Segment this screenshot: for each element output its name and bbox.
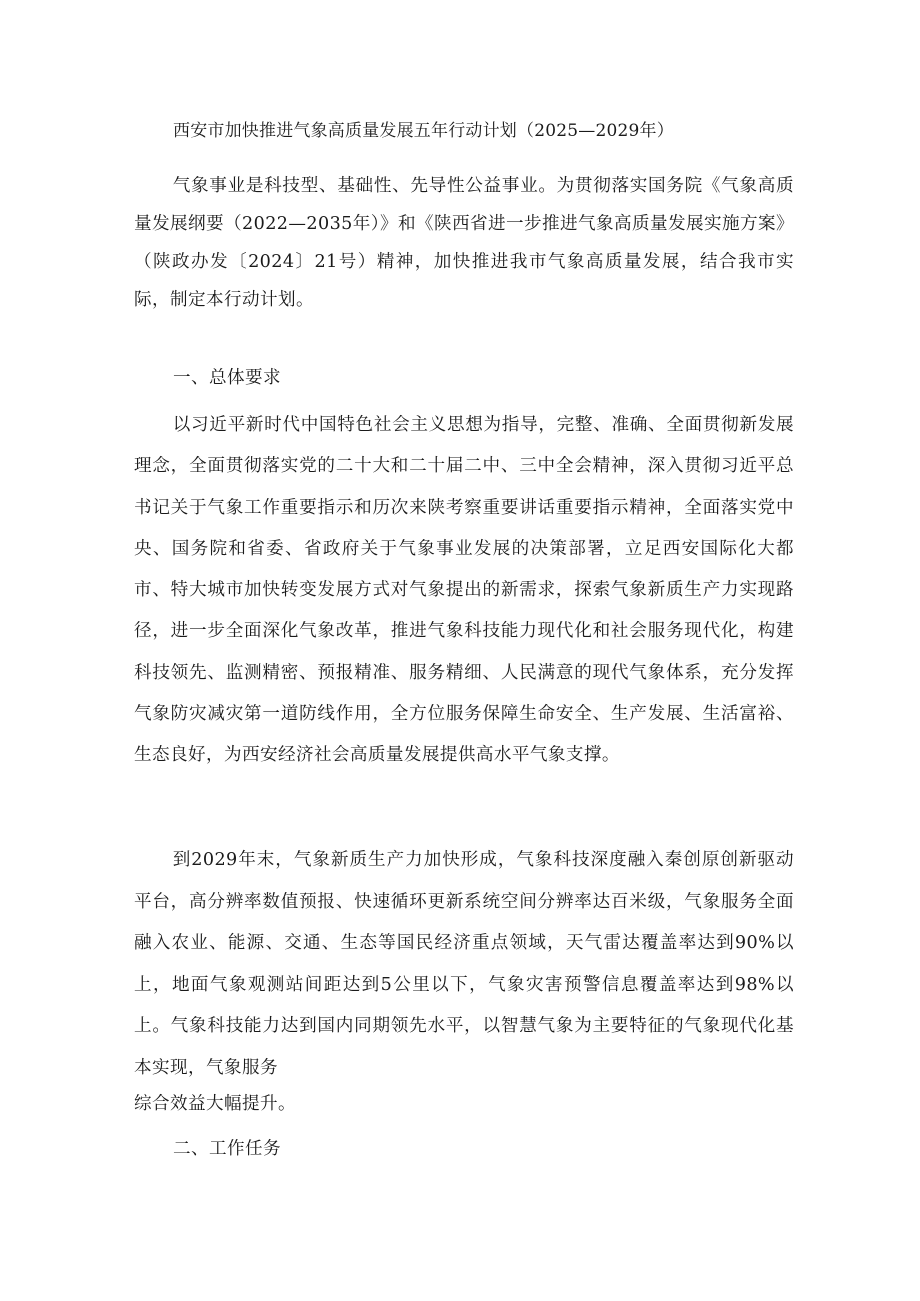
goals-paragraph: 到2029年末，气象新质生产力加快形成，气象科技深度融入秦创原创新驱动平台，高分辨率数值预报、快速循环更新系统空间分辨率达百米级，气象服务全面融入农业、能源、交通、生态等国民经济重点领域，天气雷达覆盖率达到90%以上，地面气象观测站间距达到5公里以下，气象灾害预警信息覆盖率达到98%以上。气象科技能力达到国内同期领先水平，以智慧气象为主要特征的气象现代化基本实现，气象服务 <box>134 850 794 1078</box>
goals-paragraph-continuation: 综合效益大幅提升。 <box>134 1094 296 1114</box>
document-title: 西安市加快推进气象高质量发展五年行动计划（2025—2029年） <box>173 121 674 141</box>
guiding-principles-paragraph: 以习近平新时代中国特色社会主义思想为指导，完整、准确、全面贯彻新发展理念，全面贯彻落实党的二十大和二十届二中、三中全会精神，深入贯彻习近平总书记关于气象工作重要指示和历次来陕考察重要讲话重要指示精神，全面落实党中央、国务院和省委、省政府关于气象事业发展的决策部署，立足西安国际化大都市、特大城市加快转变发展方式对气象提出的新需求，探索气象新质生产力实现路径，进一步全面深化气象改革，推进气象科技能力现代化和社会服务现代化，构建科技领先、监测精密、预报精准、服务精细、人民满意的现代气象体系，充分发挥气象防灾减灾第一道防线作用，全方位服务保障生命安全、生产发展、生活富裕、生态良好，为西安经济社会高质量发展提供高水平气象支撑。 <box>134 415 794 766</box>
section-heading-work-tasks: 二、工作任务 <box>173 1139 281 1159</box>
section-heading-general-requirements: 一、总体要求 <box>173 368 281 388</box>
intro-paragraph: 气象事业是科技型、基础性、先导性公益事业。为贯彻落实国务院《气象高质量发展纲要（2022—2035年）》和《陕西省进一步推进气象高质量发展实施方案》（陕政办发〔2024〕21号）精神，加快推进我市气象高质量发展，结合我市实际，制定本行动计划。 <box>134 176 794 310</box>
